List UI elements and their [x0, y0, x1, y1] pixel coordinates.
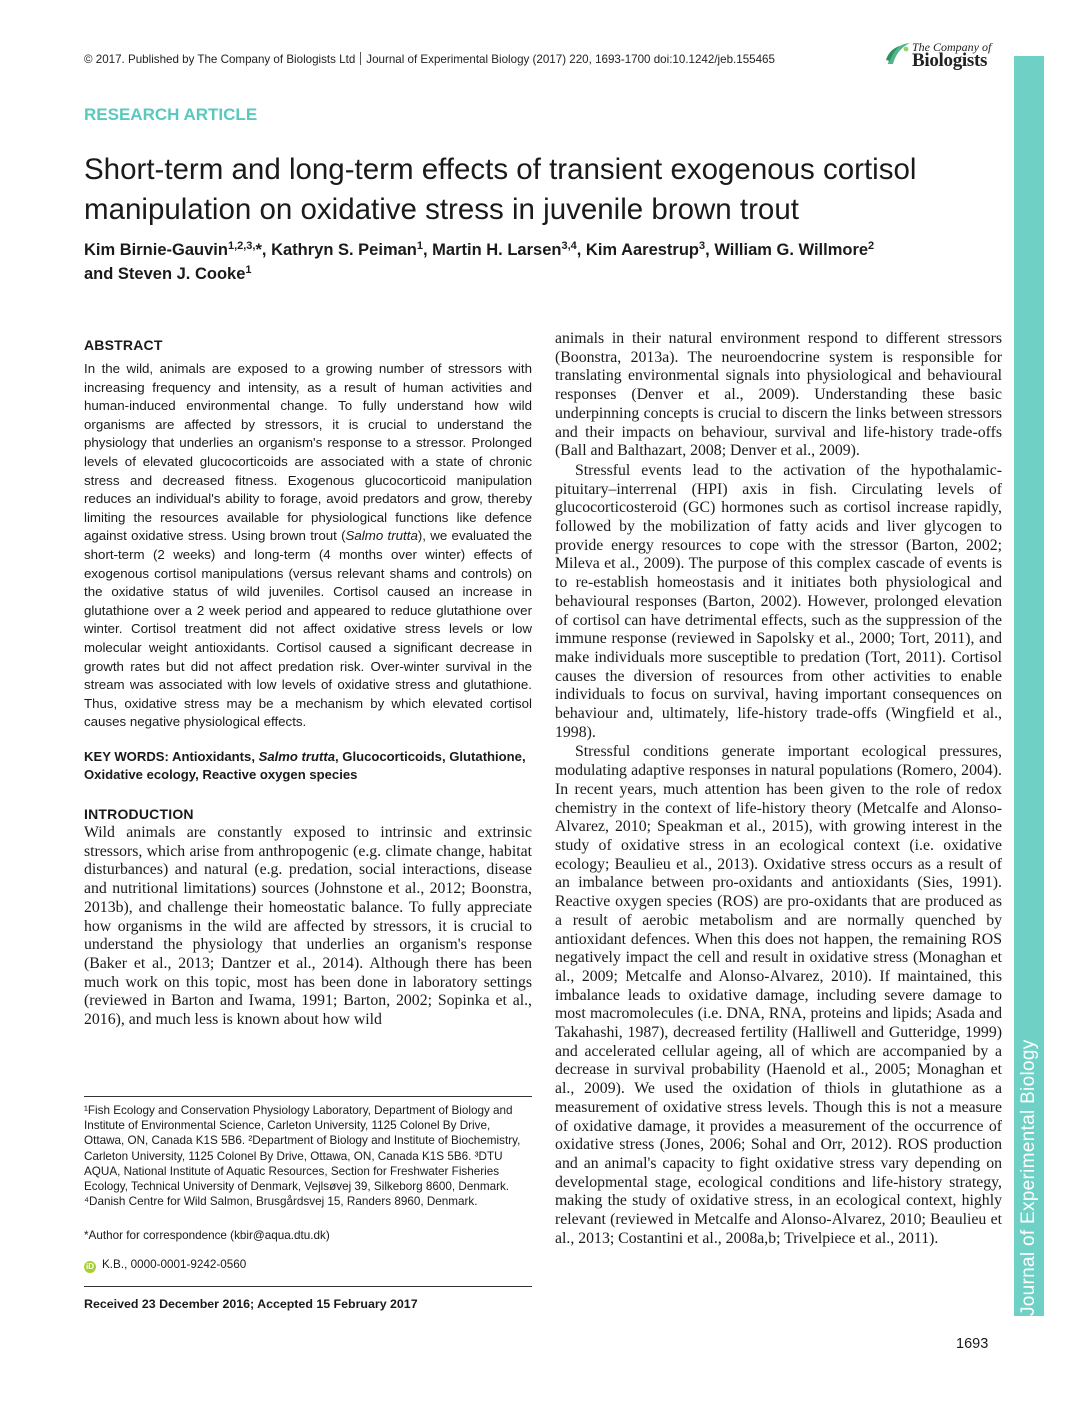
keywords: [84, 748, 532, 785]
article-type-label: RESEARCH ARTICLE: [84, 105, 258, 124]
author-name: Steven J. Cooke: [117, 265, 246, 283]
orcid-icon: iD: [86, 1261, 94, 1271]
journal-side-label: Journal of Experimental Biology: [1018, 1039, 1039, 1316]
body-paragraph: Stressful conditions generate important ecological pressures, modulating adaptive responses in natural populations (Romero, 2004). In recent years, much attention has been given to the role of redox chemistry in the context of life-history theory (Metcalfe and Alonso-Alvarez, 2010; Speakman et al., 2015), with growing interest in the study of oxidative stress in an ecological context (i.e. oxidative ecology; Beaulieu et al., 2013). Oxidative stress occurs as a result of an imbalance between pro-oxidants and antioxidants (Sies, 1991). Reactive oxygen species (ROS) are pro-oxidants that are produced as a result of aerobic metabolism and are normally quenched by antioxidant defences. When this does not happen, the remaining ROS negatively impact the cell and result in oxidative stress (Monaghan et al., 2009; Metcalfe and Alonso-Alvarez, 2010). If maintained, this imbalance leads to oxidative damage, including severe damage to most macromolecules (i.e. DNA, RNA, proteins and lipids; Asada and Takahashi, 1987), decreased fertility (Halliwell and Gutteridge, 1999) and accelerated cellular ageing, all of which are accompanied by a decrease in survival probability (Haenold et al., 2005; Monaghan et al., 2009). We used the oxidation of thiols in glutathione as a measurement of oxidative stress levels. Though this is not a measure of oxidative damage, it provides a measurement of the occurrence of oxidative stress (Jones, 2006; Sohal and Orr, 2012). ROS production and an animal's capacity to fight oxidative stress vary depending on developmental stage, ecological conditions and life-history strategy, making the study of oxidative stress, in an ecological context, highly relevant (reviewed in Metcalfe and Alonso-Alvarez, 2010; Beaulieu et al., 2013; Costantini et al., 2008a,b; Trivelpiece et al., 2011).: [555, 743, 1002, 1247]
species-name: Salmo trutta: [345, 528, 418, 544]
orcid-text[interactable]: K.B., 0000-0001-9242-0560: [102, 1257, 247, 1271]
header-separator: [360, 52, 361, 65]
author-affiliation: 1: [245, 264, 252, 276]
introduction-heading: INTRODUCTION: [84, 806, 194, 823]
orcid-footnote: [84, 1257, 532, 1273]
author-list: Kim Birnie-Gauvin$^{1,2,3,}$*, Kathryn S. Peiman$^1$, Martin H. Larsen$^{3,4}$, Kim Aarestrup$^3$, William G. Willmore$^2$ and Steven J. Cooke$^1$: [84, 240, 875, 283]
abstract-text-part: In the wild, animals are exposed to a growing number of stressors with increasing frequency and intensity, as a result of human activities and human-induced environmental change. To fully understand how wild organisms are affected by stressors, it is crucial to understand the physiology that underlies an organism's response to a stressor. Prolonged levels of elevated glucocorticoids are associated with a state of chronic stress and decreased fitness. Exogenous glucocorticoid manipulation reduces an individual's ability to forage, avoid predators and grow, thereby limiting the resources available for physiological functions like defence against oxidative stress. Using brown trout (: [84, 361, 532, 544]
author-name: Kim Aarestrup: [585, 241, 700, 259]
logo-swoosh-icon: [884, 40, 912, 68]
author-affiliation: 3: [699, 240, 706, 252]
keyword-text: Antioxidants,: [172, 748, 259, 764]
page-number: 1693: [956, 1336, 989, 1352]
author-name: Kathryn S. Peiman: [271, 241, 417, 259]
author-separator: ,: [423, 241, 433, 259]
author-name: Martin H. Larsen: [432, 241, 562, 259]
author-separator: ,: [576, 241, 586, 259]
copyright-text: © 2017. Published by The Company of Biologists Ltd: [84, 53, 356, 66]
footnotes: [84, 1103, 532, 1273]
author-affiliation: 1: [416, 240, 423, 252]
abstract-heading: ABSTRACT: [84, 337, 163, 353]
logo-line-2: Biologists: [912, 50, 988, 71]
body-paragraph: Stressful events lead to the activation of the hypothalamic-pituitary–interrenal (HPI) axis in fish. Circulating levels of glucocorticosteroid (GC) hormones such as cortisol increase rapidly, followed by the mobilization of fatty acids and liver glycogen to provide energy resources to cope with the stressor (Barton, 2002; Mileva et al., 2009). The purpose of this complex cascade of events is to re-establish homeostasis and it initiates both physiological and behavioural responses (Barton, 2002). However, prolonged elevation of cortisol can have detrimental effects, such as the suppression of the immune response (reviewed in Sapolsky et al., 2000; Tort, 2011), and make individuals more susceptible to predation (Tort, 2011). Cortisol causes the diversion of resources from other activities to enable individuals to focus on survival, having important consequences on behaviour and, ultimately, life-history trade-offs (Wingfield et al., 1998).: [555, 461, 1002, 741]
footnote-rule: [84, 1096, 532, 1097]
abstract-text: [84, 360, 532, 732]
author-separator: ,: [261, 241, 272, 259]
received-rule: [84, 1286, 532, 1287]
article-title: Short-term and long-term effects of transient exogenous cortisol manipulation on oxidative stress in juvenile brown trout: [84, 153, 917, 226]
abstract-section: [84, 337, 532, 1030]
right-column: [555, 330, 1002, 1248]
author-name: Kim Birnie-Gauvin: [84, 241, 228, 259]
received-dates: Received 23 December 2016; Accepted 15 February 2017: [84, 1297, 418, 1311]
corresponding-mark: *: [255, 241, 262, 259]
logo-line-1: The Company of: [912, 40, 992, 54]
introduction-paragraph: Wild animals are constantly exposed to intrinsic and extrinsic stressors, which arise from anthropogenic (e.g. climate change, habitat disturbances) and natural (e.g. predation, social interactions, disease and nutritional limitations) sources (Johnstone et al., 2012; Boonstra, 2013b), and challenge their homeostatic balance. To fully appreciate how organisms in the wild are affected by stressors, it is crucial to understand the physiology that underlies an organism's response (Baker et al., 2013; Dantzer et al., 2014). Although there has been much work on this topic, most has been done in laboratory settings (reviewed in Barton and Iwama, 1991; Barton, 2002; Sopinka et al., 2016), and much less is known about how wild: [84, 824, 532, 1029]
body-paragraph: animals in their natural environment respond to different stressors (Boonstra, 2013a). The neuroendocrine system is responsible for translating environmental signals into physiological and behavioural responses (Denver et al., 2009). Understanding these basic underpinning concepts is crucial to discern the links between stressors and their impacts on behaviour, survival and life-history trade-offs (Ball and Balthazart, 2008; Denver et al., 2009).: [555, 330, 1002, 460]
keywords-label: KEY WORDS:: [84, 748, 173, 764]
affiliations-footnote: ¹Fish Ecology and Conservation Physiology Laboratory, Department of Biology and Institute of Environmental Science, Carleton University, 1125 Colonel By Drive, Ottawa, ON, Canada K1S 5B6. ²Department of Biology and Institute of Biochemistry, Carleton University, 1125 Colonel By Drive, Ottawa, ON, Canada K1S 5B6. ³DTU AQUA, National Institute of Aquatic Resources, Section for Freshwater Fisheries Ecology, Technical University of Denmark, Vejlsøvej 39, Silkeborg 8600, Denmark. ⁴Danish Centre for Wild Salmon, Brusgårdsvej 15, Randers 8960, Denmark.: [84, 1104, 521, 1209]
keyword-text: , Glucocorticoids, Glutathione, Oxidative ecology, Reactive oxygen species: [84, 748, 526, 783]
abstract-text-part: ), we evaluated the short-term (2 weeks) and long-term (4 months over winter) effects of exogenous cortisol manipulations (versus relevant shams and controls) on the oxidative status of wild juveniles. Cortisol caused an increase in glutathione over a 2 week period and appeared to reduce glutathione over winter. Cortisol treatment did not affect oxidative stress levels or low molecular weight antioxidants. Cortisol caused a significant decrease in growth rates but did not affect predation risk. Over-winter survival in the stream was associated with low levels of oxidative stress and glutathione. Thus, oxidative stress may be a mechanism by which elevated cortisol causes negative physiological effects.: [84, 528, 533, 730]
author-affiliation: 1,2,3,: [227, 240, 256, 252]
author-name: William G. Willmore: [714, 241, 869, 259]
journal-citation: Journal of Experimental Biology (2017) 220, 1693-1700 doi:10.1242/jeb.155465: [366, 53, 775, 66]
author-affiliation: 3,4: [561, 240, 577, 252]
correspondence-footnote: *Author for correspondence (kbir@aqua.dtu.dk): [84, 1229, 330, 1243]
publisher-logo: [884, 38, 1004, 74]
keyword-species: Salmo trutta: [258, 748, 335, 764]
citation-header: [84, 52, 844, 66]
author-separator: ,: [705, 241, 715, 259]
author-affiliation: 2: [868, 240, 875, 252]
